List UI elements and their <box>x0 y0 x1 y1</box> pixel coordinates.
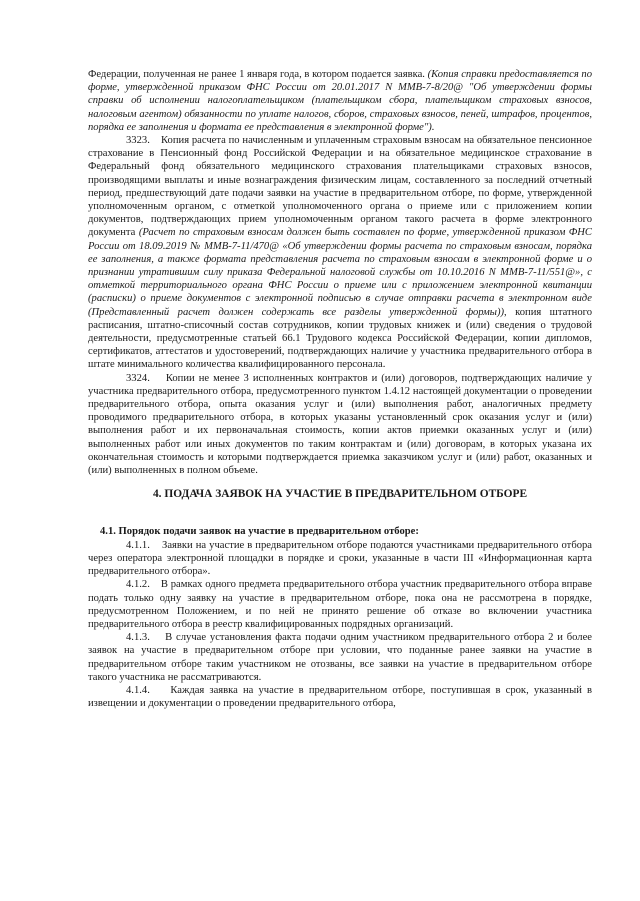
p3323-note: (Расчет по страховым взносам должен быть составлен по форме, утвержденной приказом ФНС России от 18.09.2019 № ММВ-7-11/470@ «Об утверждении формы расчета по страховым взносам, порядка ее заполнения, а также формата представления расчета по страховым взносам в электронной форме и о признании утратившим силу приказа Федеральной налоговой службы от 10.10.2016 N ММВ-7-11/551@», с отметкой территориального органа ФНС России о приеме или с приложением электронной квитанции (расписки) о приеме документов с электронной подписью в случае отправки расчета в электронном виде (Представленный расчет должен содержать все разделы утвержденной формы)) <box>88 227 593 318</box>
p3323-tail: , копия штатного расписания, штатно-списочный состав сотрудников, копии трудовых книжек и (или) сведения о трудовой деятельности, предусмотренные статьей 66.1 Трудового кодекса Российской Федерации, копии дипломов, сертификатов, аттестатов и удостоверений, подтверждающих наличие у участника предварительного отбора в штате минимального количества квалифицированного персонала. <box>88 306 592 371</box>
item-4-1-3: 4.1.3. В случае установления факта подачи одним участником предварительного отбора 2 и более заявок на участие в предварительном отборе при условии, что поданные ранее заявки на участие в предварительном отборе таким участником не отозваны, все заявки на участие в предварительном отборе такого участника не рассматриваются. <box>88 632 592 683</box>
item-4-1-2: 4.1.2. В рамках одного предмета предварительного отбора участник предварительного отбора вправе подать только одну заявку на участие в предварительном отборе, пока она не рассмотрена в порядке, предусмотренном Положением, и по ней не принято решение об отказе во включении участника предварительного отбора в реестр квалифицированных подрядных организаций. <box>88 579 592 630</box>
section-heading: 4. ПОДАЧА ЗАЯВОК НА УЧАСТИЕ В ПРЕДВАРИТЕЛЬНОМ ОТБОРЕ <box>152 488 528 501</box>
certificate-note: (Копия справки предоставляется по форме, утвержденной приказом ФНС России от 20.01.2017 N ММВ-7-8/20@ "Об утверждении формы справки об исполнении налогоплательщиком (плательщиком сбора, плательщиком страховых взносов, налоговым агентом) обязанности по уплате налогов, сборов, страховых взносов, пеней, штрафов, процентов, порядка ее заполнения и формата ее представления в электронной форме"). <box>88 69 592 133</box>
paragraph-3324: 3324. Копии не менее 3 исполненных контрактов и (или) договоров, подтверждающих наличие у участника предварительного отбора, предусмотренного пунктом 1.4.12 настоящей документации о проведении предварительного отбора, опыта оказания услуг и (или) выполнения работ, аналогичных предмету проводимого предварительного отбора, в которых указаны установленный срок оказания услуг и (или) выполнения работ и их первоначальная стоимость, копии актов приемки оказанных услуг и (или) выполненных работ или иных документов по таким контрактам и (или) договорам, в которых указана их окончательная стоимость и которыми подтверждается приемка заказчиком услуг и (или) работ, оказанных и (или) выполненных в полном объеме. <box>88 372 592 477</box>
p3323-text: 3323. Копия расчета по начисленным и уплаченным страховым взносам на обязательное пенсионное страхование в Пенсионный фонд Российской Федерации и на обязательное медицинское страхование в Федеральный фонд обязательного медицинского страхования плательщиками страховых взносов, производящими выплаты и иные вознаграждения физическим лицам, составленного за последний отчетный период, предшествующий дате подачи заявки на участие в предварительном отборе, по форме, утвержденной уполномоченным органом, с отметкой уполномоченного органа о приеме или с приложением копии документов, подтверждающих прием уполномоченным органом такого расчета в форме электронного документа <box>88 135 592 239</box>
subsection-heading: 4.1. Порядок подачи заявок на участие в предварительном отборе: <box>100 525 419 537</box>
item-4-1-4: 4.1.4. Каждая заявка на участие в предварительном отборе, поступившая в срок, указанный в извещении и документации о проведении предварительного отбора, <box>88 684 592 710</box>
paragraph-certificate <box>88 68 592 134</box>
certificate-text: Федерации, полученная не ранее 1 января года, в котором подается заявка. <box>88 69 428 80</box>
paragraph-3323 <box>88 134 592 372</box>
item-4-1-1: 4.1.1. Заявки на участие в предварительном отборе подаются участниками предварительного отбора через оператора электронной площадки в порядке и сроки, указанные в части III «Информационная карта предварительного отбора». <box>88 539 592 578</box>
